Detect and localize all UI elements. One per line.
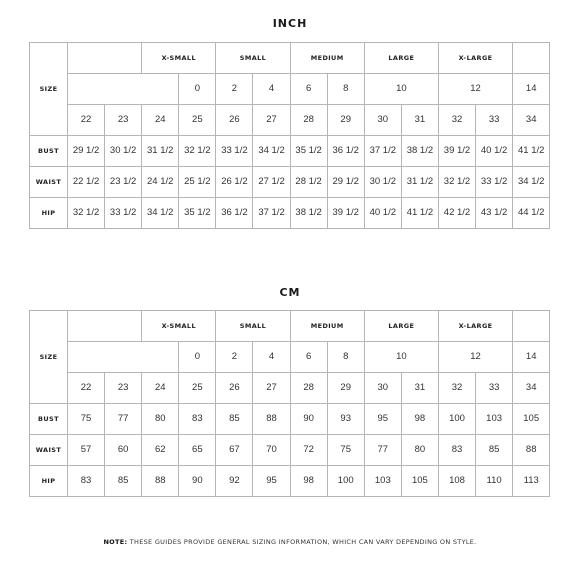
measurement-cell: 39 1/2	[327, 198, 364, 229]
category-large: LARGE	[364, 311, 438, 342]
size-label: SIZE	[30, 43, 68, 136]
us-size-cell: 10	[364, 342, 438, 373]
hip-row	[30, 466, 550, 497]
measurement-cell: 83	[68, 466, 105, 497]
measurement-cell: 77	[364, 435, 401, 466]
measurement-cell: 98	[401, 404, 438, 435]
measurement-cell: 36 1/2	[327, 136, 364, 167]
measurement-cell: 44 1/2	[513, 198, 550, 229]
measurement-cell: 105	[401, 466, 438, 497]
blank-cell	[513, 43, 550, 74]
measurement-cell: 95	[364, 404, 401, 435]
us-size-cell: 0	[179, 74, 216, 105]
numeric-size-cell: 28	[290, 105, 327, 136]
us-size-row	[30, 342, 550, 373]
measurement-cell: 90	[290, 404, 327, 435]
measurement-cell: 29 1/2	[68, 136, 105, 167]
measurement-cell: 23 1/2	[105, 167, 142, 198]
numeric-size-cell: 22	[68, 373, 105, 404]
measurement-cell: 35 1/2	[179, 198, 216, 229]
numeric-size-cell: 29	[327, 105, 364, 136]
measurement-cell: 37 1/2	[364, 136, 401, 167]
category-small: SMALL	[216, 43, 290, 74]
measurement-cell: 41 1/2	[513, 136, 550, 167]
numeric-size-cell: 22	[68, 105, 105, 136]
measurement-cell: 33 1/2	[476, 167, 513, 198]
numeric-size-cell: 23	[105, 373, 142, 404]
numeric-size-cell: 30	[364, 373, 401, 404]
numeric-size-cell: 25	[179, 373, 216, 404]
measurement-cell: 42 1/2	[438, 198, 475, 229]
measurement-cell: 26 1/2	[216, 167, 253, 198]
category-small: SMALL	[216, 311, 290, 342]
us-size-cell: 8	[327, 342, 364, 373]
measurement-cell: 30 1/2	[105, 136, 142, 167]
waist-label: WAIST	[30, 167, 68, 198]
numeric-size-cell: 27	[253, 373, 290, 404]
numeric-size-cell: 34	[513, 105, 550, 136]
hip-row	[30, 198, 550, 229]
numeric-size-cell: 29	[327, 373, 364, 404]
measurement-cell: 65	[179, 435, 216, 466]
numeric-size-cell: 26	[216, 105, 253, 136]
measurement-cell: 31 1/2	[142, 136, 179, 167]
us-size-cell: 8	[327, 74, 364, 105]
us-size-row	[30, 74, 550, 105]
measurement-cell: 38 1/2	[290, 198, 327, 229]
category-x-small: X-SMALL	[142, 311, 216, 342]
numeric-size-cell: 33	[476, 373, 513, 404]
bust-row	[30, 136, 550, 167]
measurement-cell: 41 1/2	[401, 198, 438, 229]
category-x-large: X-LARGE	[438, 43, 512, 74]
measurement-cell: 35 1/2	[290, 136, 327, 167]
measurement-cell: 30 1/2	[364, 167, 401, 198]
numeric-size-cell: 27	[253, 105, 290, 136]
us-size-cell: 2	[216, 342, 253, 373]
measurement-cell: 34 1/2	[513, 167, 550, 198]
category-row	[30, 311, 550, 342]
measurement-cell: 25 1/2	[179, 167, 216, 198]
numeric-size-row	[30, 105, 550, 136]
measurement-cell: 43 1/2	[476, 198, 513, 229]
measurement-cell: 39 1/2	[438, 136, 475, 167]
category-x-small: X-SMALL	[142, 43, 216, 74]
measurement-cell: 33 1/2	[216, 136, 253, 167]
measurement-cell: 85	[476, 435, 513, 466]
cm-size-table	[29, 310, 550, 497]
measurement-cell: 32 1/2	[438, 167, 475, 198]
us-size-cell: 6	[290, 74, 327, 105]
numeric-size-cell: 24	[142, 105, 179, 136]
size-label: SIZE	[30, 311, 68, 404]
measurement-cell: 37 1/2	[253, 198, 290, 229]
measurement-cell: 103	[364, 466, 401, 497]
measurement-cell: 77	[105, 404, 142, 435]
inch-size-table	[29, 42, 550, 229]
measurement-cell: 83	[179, 404, 216, 435]
sizing-note	[0, 538, 580, 546]
measurement-cell: 100	[327, 466, 364, 497]
measurement-cell: 22 1/2	[68, 167, 105, 198]
numeric-size-cell: 34	[513, 373, 550, 404]
numeric-size-cell: 33	[476, 105, 513, 136]
numeric-size-cell: 24	[142, 373, 179, 404]
measurement-cell: 34 1/2	[142, 198, 179, 229]
measurement-cell: 80	[142, 404, 179, 435]
cm-title: CM	[279, 286, 301, 299]
us-size-cell: 14	[513, 342, 550, 373]
us-size-cell: 6	[290, 342, 327, 373]
note-label: NOTE:	[103, 538, 128, 546]
numeric-size-cell: 32	[438, 373, 475, 404]
measurement-cell: 32 1/2	[179, 136, 216, 167]
measurement-cell: 40 1/2	[476, 136, 513, 167]
measurement-cell: 33 1/2	[105, 198, 142, 229]
measurement-cell: 113	[513, 466, 550, 497]
measurement-cell: 93	[327, 404, 364, 435]
measurement-cell: 110	[476, 466, 513, 497]
blank-cell	[68, 43, 142, 74]
measurement-cell: 105	[513, 404, 550, 435]
category-row	[30, 43, 550, 74]
measurement-cell: 57	[68, 435, 105, 466]
us-size-cell: 14	[513, 74, 550, 105]
measurement-cell: 88	[253, 404, 290, 435]
bust-label: BUST	[30, 136, 68, 167]
category-large: LARGE	[364, 43, 438, 74]
measurement-cell: 83	[438, 435, 475, 466]
category-x-large: X-LARGE	[438, 311, 512, 342]
hip-label: HIP	[30, 198, 68, 229]
measurement-cell: 75	[68, 404, 105, 435]
numeric-size-cell: 28	[290, 373, 327, 404]
measurement-cell: 29 1/2	[327, 167, 364, 198]
measurement-cell: 88	[513, 435, 550, 466]
bust-label: BUST	[30, 404, 68, 435]
measurement-cell: 92	[216, 466, 253, 497]
blank-cell	[513, 311, 550, 342]
hip-label: HIP	[30, 466, 68, 497]
measurement-cell: 108	[438, 466, 475, 497]
category-medium: MEDIUM	[290, 311, 364, 342]
measurement-cell: 85	[216, 404, 253, 435]
numeric-size-cell: 31	[401, 105, 438, 136]
us-size-cell: 10	[364, 74, 438, 105]
measurement-cell: 34 1/2	[253, 136, 290, 167]
inch-title: INCH	[272, 17, 308, 30]
blank-cell	[68, 311, 142, 342]
us-size-cell: 0	[179, 342, 216, 373]
measurement-cell: 100	[438, 404, 475, 435]
blank-cell	[68, 342, 179, 373]
measurement-cell: 31 1/2	[401, 167, 438, 198]
numeric-size-cell: 30	[364, 105, 401, 136]
measurement-cell: 28 1/2	[290, 167, 327, 198]
numeric-size-cell: 23	[105, 105, 142, 136]
blank-cell	[68, 74, 179, 105]
us-size-cell: 4	[253, 342, 290, 373]
measurement-cell: 90	[179, 466, 216, 497]
bust-row	[30, 404, 550, 435]
measurement-cell: 62	[142, 435, 179, 466]
us-size-cell: 4	[253, 74, 290, 105]
measurement-cell: 80	[401, 435, 438, 466]
waist-label: WAIST	[30, 435, 68, 466]
numeric-size-cell: 26	[216, 373, 253, 404]
us-size-cell: 12	[438, 74, 512, 105]
us-size-cell: 2	[216, 74, 253, 105]
category-medium: MEDIUM	[290, 43, 364, 74]
measurement-cell: 72	[290, 435, 327, 466]
measurement-cell: 95	[253, 466, 290, 497]
measurement-cell: 103	[476, 404, 513, 435]
numeric-size-cell: 31	[401, 373, 438, 404]
measurement-cell: 27 1/2	[253, 167, 290, 198]
measurement-cell: 75	[327, 435, 364, 466]
measurement-cell: 70	[253, 435, 290, 466]
measurement-cell: 98	[290, 466, 327, 497]
measurement-cell: 36 1/2	[216, 198, 253, 229]
measurement-cell: 85	[105, 466, 142, 497]
numeric-size-cell: 25	[179, 105, 216, 136]
measurement-cell: 38 1/2	[401, 136, 438, 167]
measurement-cell: 67	[216, 435, 253, 466]
measurement-cell: 32 1/2	[68, 198, 105, 229]
measurement-cell: 60	[105, 435, 142, 466]
waist-row	[30, 167, 550, 198]
note-text: THESE GUIDES PROVIDE GENERAL SIZING INFORMATION, WHICH CAN VARY DEPENDING ON STYLE.	[127, 538, 477, 546]
measurement-cell: 40 1/2	[364, 198, 401, 229]
numeric-size-row	[30, 373, 550, 404]
waist-row	[30, 435, 550, 466]
measurement-cell: 24 1/2	[142, 167, 179, 198]
us-size-cell: 12	[438, 342, 512, 373]
numeric-size-cell: 32	[438, 105, 475, 136]
measurement-cell: 88	[142, 466, 179, 497]
